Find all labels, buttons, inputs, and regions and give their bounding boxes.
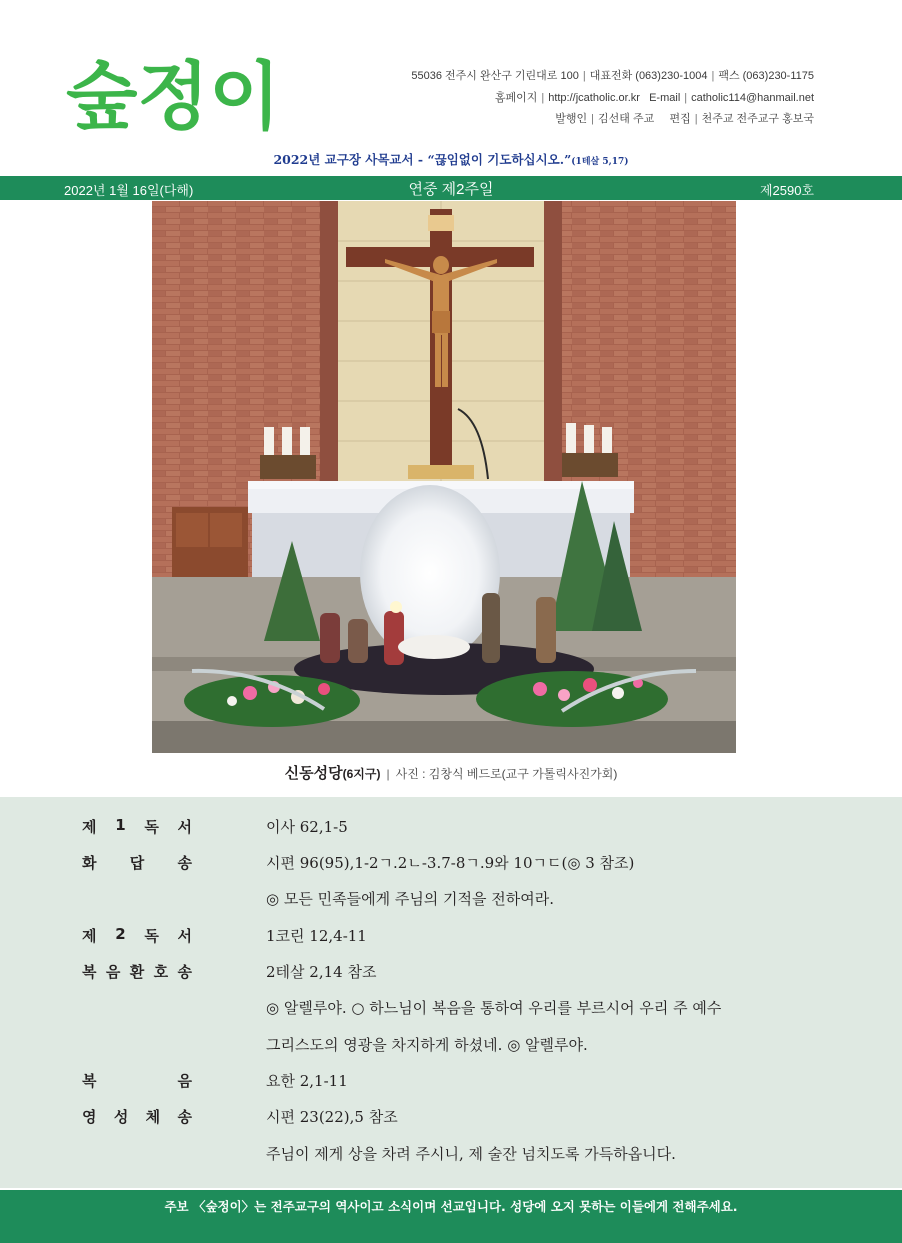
footer-text: 주보 〈숲정이〉는 전주교구의 역사이고 소식이며 선교입니다. 성당에 오지 못하는 이들에게 전해주세요. xyxy=(164,1199,738,1214)
editor-label: 편집 xyxy=(669,113,691,125)
homepage-label: 홈페이지 xyxy=(494,91,538,104)
reading-row xyxy=(0,1070,902,1100)
reading-label xyxy=(82,961,192,982)
reading-label-char: 복 xyxy=(82,963,97,981)
issue-bar xyxy=(0,176,902,200)
pastoral-motto xyxy=(0,150,902,168)
caption-separator: | xyxy=(386,767,390,781)
email-label: E-mail xyxy=(649,91,681,104)
caption-district: (6지구) xyxy=(342,767,381,781)
reading-label-char: 음 xyxy=(105,963,121,981)
reading-label-char: 제 xyxy=(82,818,97,836)
logo-wordmark xyxy=(66,52,284,134)
reading-row xyxy=(0,961,902,991)
issue-date: 2022년 1월 16일(다해) xyxy=(64,183,194,198)
altar-nativity-photo xyxy=(152,201,736,753)
reading-label-char: 호 xyxy=(153,963,169,981)
homepage-link[interactable]: http://jcatholic.or.kr xyxy=(548,91,640,104)
reading-label-char: 화 xyxy=(82,854,97,872)
issue-number: 제2590호 xyxy=(759,183,814,198)
reading-label-char: 답 xyxy=(129,854,145,872)
reading-label-char: 복 xyxy=(82,1072,97,1090)
publisher-name: 김선태 주교 xyxy=(598,113,655,125)
reading-label-char: 서 xyxy=(177,927,192,945)
reading-label-char: 1 xyxy=(115,816,126,834)
reading-text: 주님이 제게 상을 차려 주시니, 제 술잔 넘치도록 가득하옵니다. xyxy=(266,1145,676,1163)
reading-label-char: 서 xyxy=(177,818,192,836)
fax-label: 팩스 xyxy=(718,70,740,82)
liturgical-sunday: 연중 제2주일 xyxy=(408,181,494,198)
reading-label xyxy=(82,925,192,946)
reading-label-char: 송 xyxy=(177,1108,192,1126)
reading-row xyxy=(0,1143,902,1173)
reading-text: 이사 62,1-5 xyxy=(266,818,348,836)
reading-text: 그리스도의 영광을 차지하게 하셨네. ◎ 알렐루야. xyxy=(266,1036,588,1054)
caption-credit: 사진 : 김창식 베드로(교구 가톨릭사진가회) xyxy=(395,767,618,781)
reading-label-char: 2 xyxy=(115,925,126,943)
caption-church: 신동성당 xyxy=(284,765,343,782)
reading-text: 요한 2,1-11 xyxy=(266,1072,348,1090)
reading-row xyxy=(0,888,902,918)
reading-label-char: 영 xyxy=(82,1108,97,1126)
reading-row xyxy=(0,852,902,882)
publisher-info: 55036 전주시 완산구 기린대로 100 | 대표전화 (063)230-1004 | 팩스 (063)230-1175 홈페이지 | http://jcatholic.or.kr E-mail | catholic114@hanmail.net 발행인 | 김선태 주교 편집 | 천주교 전주교구 홍보국 xyxy=(411,70,814,125)
reading-label xyxy=(82,816,192,837)
reading-row xyxy=(0,1106,902,1136)
readings-section xyxy=(0,797,902,1188)
reading-text: 1코린 12,4-11 xyxy=(266,927,367,945)
reading-label-char: 체 xyxy=(145,1108,161,1126)
reading-row xyxy=(0,816,902,846)
reading-label-char: 제 xyxy=(82,927,97,945)
editor-name: 천주교 전주교구 홍보국 xyxy=(701,113,814,125)
reading-label-char: 음 xyxy=(177,1072,192,1090)
reading-label xyxy=(82,1070,192,1091)
reading-text: ◎ 알렐루야. ○ 하느님이 복음을 통하여 우리를 부르시어 우리 주 예수 xyxy=(266,999,722,1017)
motto-reference: (1테살 5,17) xyxy=(571,157,629,167)
motto-text: 2022년 교구장 사목교서 - “끊임없이 기도하십시오.” xyxy=(273,152,572,167)
publisher-label: 발행인 xyxy=(555,113,588,125)
reading-text: 시편 23(22),5 참조 xyxy=(266,1108,398,1126)
reading-label-char: 환 xyxy=(129,963,145,981)
reading-label xyxy=(82,1106,192,1127)
reading-text: ◎ 모든 민족들에게 주님의 기적을 전하여라. xyxy=(266,890,555,908)
reading-label-char: 독 xyxy=(144,927,159,945)
reading-text: 2테살 2,14 참조 xyxy=(266,963,377,981)
reading-label-char: 성 xyxy=(113,1108,129,1126)
reading-row xyxy=(0,925,902,955)
masthead-logo xyxy=(66,52,284,134)
address: 55036 전주시 완산구 기린대로 100 xyxy=(411,70,579,82)
reading-row xyxy=(0,997,902,1027)
phone-number: (063)230-1004 xyxy=(635,70,708,82)
reading-label-char: 독 xyxy=(144,818,159,836)
cover-photo xyxy=(152,201,736,753)
email-link[interactable]: catholic114@hanmail.net xyxy=(691,91,814,104)
reading-row xyxy=(0,1034,902,1064)
fax-number: (063)230-1175 xyxy=(742,70,814,82)
reading-label xyxy=(82,852,192,873)
logo-text: 숲정이 xyxy=(66,54,281,134)
reading-label-char: 송 xyxy=(177,854,192,872)
photo-caption xyxy=(0,762,902,783)
footer-banner xyxy=(0,1190,902,1243)
reading-text: 시편 96(95),1-2ㄱ.2ㄴ-3.7-8ㄱ.9와 10ㄱㄷ(◎ 3 참조) xyxy=(266,854,635,872)
phone-label: 대표전화 xyxy=(589,70,633,82)
reading-label-char: 송 xyxy=(177,963,192,981)
